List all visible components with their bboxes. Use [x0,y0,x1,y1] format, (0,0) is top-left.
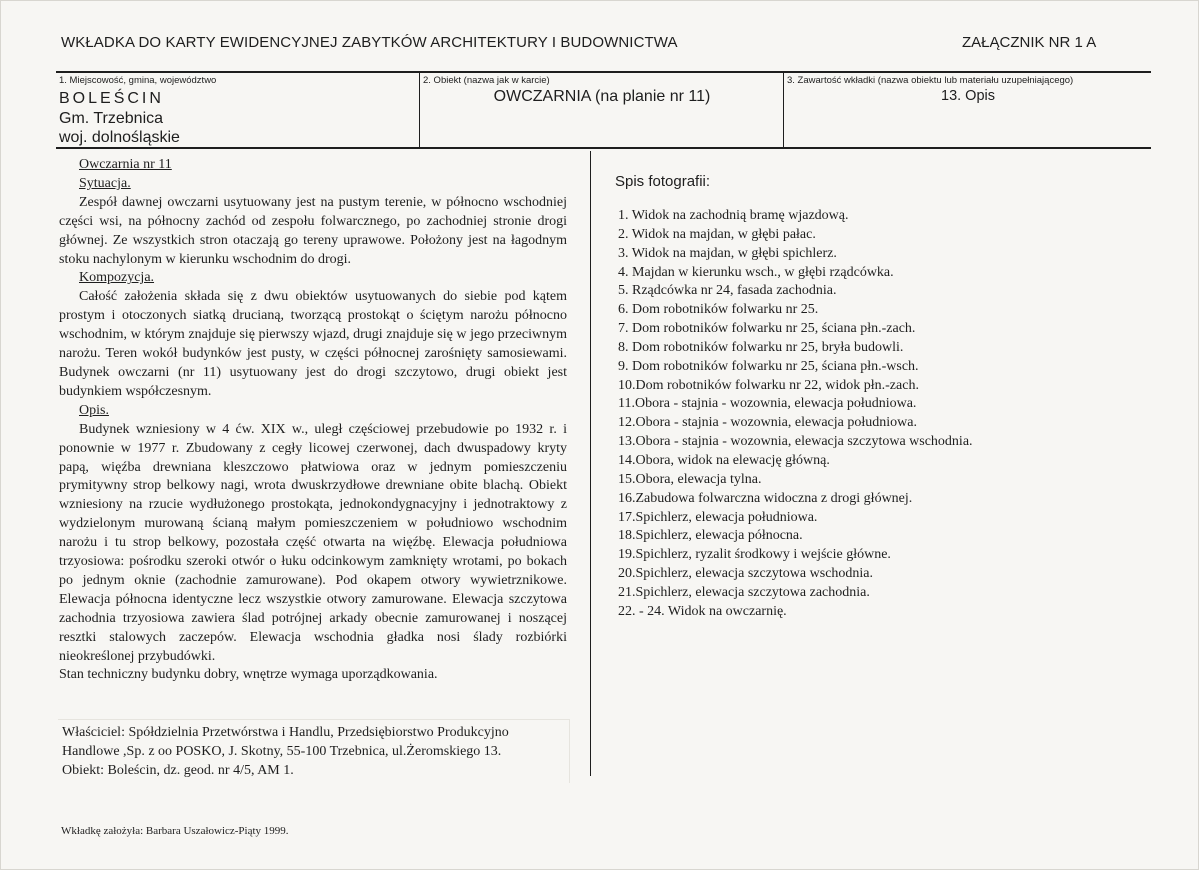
photo-item: 13.Obora - stajnia - wozownia, elewacja szczytowa wschodnia. [618,434,973,450]
photo-item: 9. Dom robotników folwarku nr 25, ściana płn.-wsch. [618,358,919,374]
photo-item: 12.Obora - stajnia - wozownia, elewacja południowa. [618,415,917,431]
photo-item: 2. Widok na majdan, w głębi pałac. [618,226,816,242]
owner-line: Właściciel: Spółdzielnia Przetwórstwa i Handlu, Przedsiębiorstwo Produkcyjno [62,725,509,740]
commune-name: Gm. Trzebnica [59,109,164,127]
form-bottom-rule [56,147,1151,149]
form-top-rule [56,71,1151,73]
photo-item: 15.Obora, elewacja tylna. [618,471,762,487]
location-label: 1. Miejscowość, gmina, województwo [59,75,217,86]
content-name: 13. Opis [941,88,995,104]
card-title: WKŁADKA DO KARTY EWIDENCYJNEJ ZABYTKÓW ARCHITEKTURY I BUDOWNICTWA [61,34,678,51]
photo-item: 11.Obora - stajnia - wozownia, elewacja południowa. [618,396,917,412]
photo-item: 4. Majdan w kierunku wsch., w głębi rządcówka. [618,264,894,280]
object-name: OWCZARNIA (na planie nr 11) [493,88,711,105]
photo-item: 19.Spichlerz, ryzalit środkowy i wejście główne. [618,547,891,563]
photo-item: 5. Rządcówka nr 24, fasada zachodnia. [618,283,837,299]
owner-line: Handlowe ,Sp. z oo POSKO, J. Skotny, 55-100 Trzebnica, ul.Żeromskiego 13. [62,744,502,759]
photo-item: 7. Dom robotników folwarku nr 25, ściana płn.-zach. [618,321,916,337]
photo-item: 20.Spichlerz, elewacja szczytowa wschodnia. [618,566,874,582]
situation-paragraph: Zespół dawnej owczarni usytuowany jest na pustym terenie, w północno wschodniej części wsi, na północny zachód od zespołu folwarcznego, po zachodniej stronie drogi głównej. Ze wszystkich stron otaczają go tereny uprawowe. Położony jest na łagodnym stoku nachylonym w kierunku wschodnim do drogi. [59,194,567,267]
field-divider-2 [783,71,784,149]
condition-paragraph: Stan techniczny budynku dobry, wnętrze wymaga uporządkowania. [59,667,438,683]
object-heading: Owczarnia nr 11 [79,157,172,172]
photo-item: 3. Widok na majdan, w głębi spichlerz. [618,245,837,261]
content-label: 3. Zawartość wkładki (nazwa obiektu lub materiału uzupełniającego) [787,75,1074,86]
annex-number: ZAŁĄCZNIK NR 1 A [962,34,1097,51]
photo-item: 1. Widok na zachodnią bramę wjazdową. [618,208,849,223]
town-name: BOLEŚCIN [59,90,164,107]
field-divider-1 [419,71,420,149]
photo-list [618,207,1138,622]
voivodeship-name: woj. dolnośląskie [59,129,180,146]
owner-info [58,719,570,783]
description-paragraph: Budynek wzniesiony w 4 ćw. XIX w., uległ częściowej przebudowie po 1932 r. i ponownie w 1977 r. Zbudowany z cegły licowej czerwonej, dach dwuspadowy kryty papą, więźba drewniana kleszczowo płatwiowa oraz w jednym pomieszczeniu prymitywny strop belkowy nagi, wrota dwuskrzydłowe drewniane obite blachą. Obiekt wzniesiony na rzucie wydłużonego prostokąta, jednokondygnacyjny i jednotraktowy z wydzielonym murowaną ścianą małym pomieszczeniem w południowo wschodnim narożu i tu strop belkowy, pozostała część otwarta na więźbę. Elewacja południowa trzyosiowa: pośrodku szeroki otwór o łuku odcinkowym zamknięty wrotami, po bokach po jednym oknie (zachodnie zamurowane). Pod okapem otwory wywietrznikowe. Elewacja północna identyczne lecz wszystkie otwory zamurowane. Elewacja szczytowa zachodnia trzyosiowa zawiera ślad potrójnej arkady obecnie zamurowanej i noszącej resztki stalowych zaczepów. Elewacja wschodnia gładka nosi ślady rozbiórki nieokreślonej przybudówki. [59,421,567,664]
photo-item: 10.Dom robotników folwarku nr 22, widok płn.-zach. [618,377,919,393]
location-value [59,89,180,148]
object-label: 2. Obiekt (nazwa jak w karcie) [423,75,550,86]
column-divider [590,151,591,776]
photo-item: 14.Obora, widok na elewację główną. [618,452,830,468]
photo-item: 18.Spichlerz, elewacja północna. [618,528,803,544]
photo-item: 8. Dom robotników folwarku nr 25, bryła budowli. [618,339,904,355]
photo-item: 21.Spichlerz, elewacja szczytowa zachodnia. [618,584,870,600]
photo-item: 17.Spichlerz, elewacja południowa. [618,509,818,525]
photo-item: 6. Dom robotników folwarku nr 25. [618,302,819,318]
description-text [59,156,567,685]
composition-paragraph: Całość założenia składa się z dwu obiektów usytuowanych do siebie pod kątem prostym i otoczonych siatką drucianą, tworzącą prostokąt o ściętym narożu północno wschodnim, w którym znajduje się pierwszy wjazd, drugi znajduje się w jego przeciwnym narożu. Teren wokół budynków jest pusty, w części północnej zarośnięty samosiewami. Budynek owczarni (nr 11) usytuowany jest do drogi szczytowo, drugi obiekt jest budynkiem współczesnym. [59,289,567,399]
parcel-line: Obiekt: Boleścin, dz. geod. nr 4/5, AM 1. [62,763,294,778]
photo-list-title: Spis fotografii: [615,173,711,190]
composition-heading: Kompozycja. [79,270,155,286]
photo-item: 22. - 24. Widok na owczarnię. [618,603,787,619]
description-heading: Opis. [79,402,109,418]
situation-heading: Sytuacja. [79,175,131,191]
photo-item: 16.Zabudowa folwarczna widoczna z drogi głównej. [618,490,913,506]
author-note: Wkładkę założyła: Barbara Uszałowicz-Piąty 1999. [61,825,289,837]
